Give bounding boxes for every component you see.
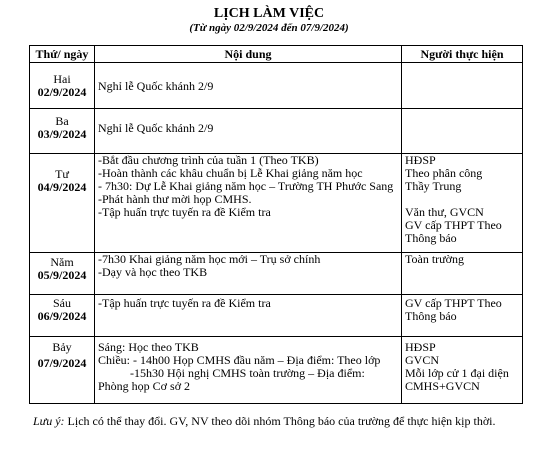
content-line: -Tập huấn trực tuyến ra đề Kiểm tra <box>98 296 271 310</box>
person-line: HĐSP <box>405 340 436 354</box>
person-line: GV cấp THPT Theo Thông báo <box>405 296 502 323</box>
content-line: -Tập huấn trực tuyến ra đề Kiểm tra <box>98 205 271 219</box>
header-content: Nội dung <box>95 46 402 63</box>
table-row <box>30 154 523 253</box>
person-line: Mỗi lớp cử 1 đại diện CMHS+GVCN <box>405 366 509 393</box>
table-row <box>30 253 523 295</box>
content-cell <box>95 109 402 154</box>
person-cell <box>402 295 523 337</box>
page-title: LỊCH LÀM VIỆC <box>213 6 325 21</box>
schedule-table <box>29 45 523 404</box>
day-cell <box>30 109 95 154</box>
table-row <box>30 337 523 404</box>
day-date: 05/9/2024 <box>37 268 87 282</box>
person-line: Thầy Trung <box>405 179 462 193</box>
content-line: -7h30 Khai giảng năm học mới – Trụ sở chính <box>98 252 321 266</box>
day-cell <box>30 154 95 253</box>
page-subtitle: (Từ ngày 02/9/2024 đến 07/9/2024) <box>189 22 349 34</box>
day-name: Tư <box>55 167 69 181</box>
day-name: Năm <box>50 255 74 269</box>
note-label: Lưu ý: <box>33 414 65 428</box>
person-cell <box>402 63 523 109</box>
content-line: -15h30 Hội nghị CMHS toàn trường – Địa điểm: <box>130 366 365 380</box>
table-header-row <box>30 46 523 63</box>
header-day: Thứ/ ngày <box>30 46 95 63</box>
person-line: Toàn trường <box>405 252 464 266</box>
person-line: HĐSP <box>405 153 436 167</box>
content-line: -Hoàn thành các khâu chuẩn bị Lễ Khai giảng năm học <box>98 166 363 180</box>
person-cell <box>402 253 523 295</box>
content-line: Phòng họp Cơ sở 2 <box>98 379 191 393</box>
day-name: Sáu <box>53 296 71 310</box>
content-line: Nghỉ lễ Quốc khánh 2/9 <box>98 121 214 135</box>
content-line: Sáng: Học theo TKB <box>98 340 199 354</box>
content-cell <box>95 63 402 109</box>
day-name: Hai <box>53 72 71 86</box>
day-date: 02/9/2024 <box>37 85 87 99</box>
day-date: 04/9/2024 <box>37 180 87 194</box>
content-line: -Phát hành thư mời họp CMHS. <box>98 192 252 206</box>
content-cell <box>95 337 402 404</box>
day-date: 07/9/2024 <box>37 356 87 370</box>
content-line: - 7h30: Dự Lễ Khai giảng năm học – Trường TH Phước Sang <box>98 179 394 193</box>
person-line: Theo phân công <box>405 166 483 180</box>
note <box>33 413 503 429</box>
person-line: GV cấp THPT Theo Thông báo <box>405 218 502 245</box>
person-cell <box>402 109 523 154</box>
day-date: 06/9/2024 <box>37 309 87 323</box>
day-name: Bảy <box>52 340 72 354</box>
day-date: 03/9/2024 <box>37 127 87 141</box>
content-cell <box>95 253 402 295</box>
day-cell <box>30 63 95 109</box>
content-line: -Bắt đầu chương trình của tuần 1 (Theo TKB) <box>98 153 319 167</box>
person-cell <box>402 154 523 253</box>
person-line: GVCN <box>405 353 440 367</box>
person-line: Văn thư, GVCN <box>405 205 484 219</box>
table-row <box>30 109 523 154</box>
content-cell <box>95 154 402 253</box>
day-cell <box>30 253 95 295</box>
person-cell <box>402 337 523 404</box>
content-cell <box>95 295 402 337</box>
table-row <box>30 63 523 109</box>
content-line: Nghỉ lễ Quốc khánh 2/9 <box>98 79 214 93</box>
header-person: Người thực hiện <box>402 46 523 63</box>
content-line: Chiều: - 14h00 Họp CMHS đầu năm – Địa điểm: Theo lớp <box>98 353 381 367</box>
day-cell <box>30 337 95 404</box>
note-text: Lịch có thể thay đổi. GV, NV theo dõi nhóm Thông báo của trường để thực hiện kịp thời. <box>64 414 496 428</box>
content-line: -Dạy và học theo TKB <box>98 265 208 279</box>
table-row <box>30 295 523 337</box>
day-cell <box>30 295 95 337</box>
day-name: Ba <box>55 114 69 128</box>
